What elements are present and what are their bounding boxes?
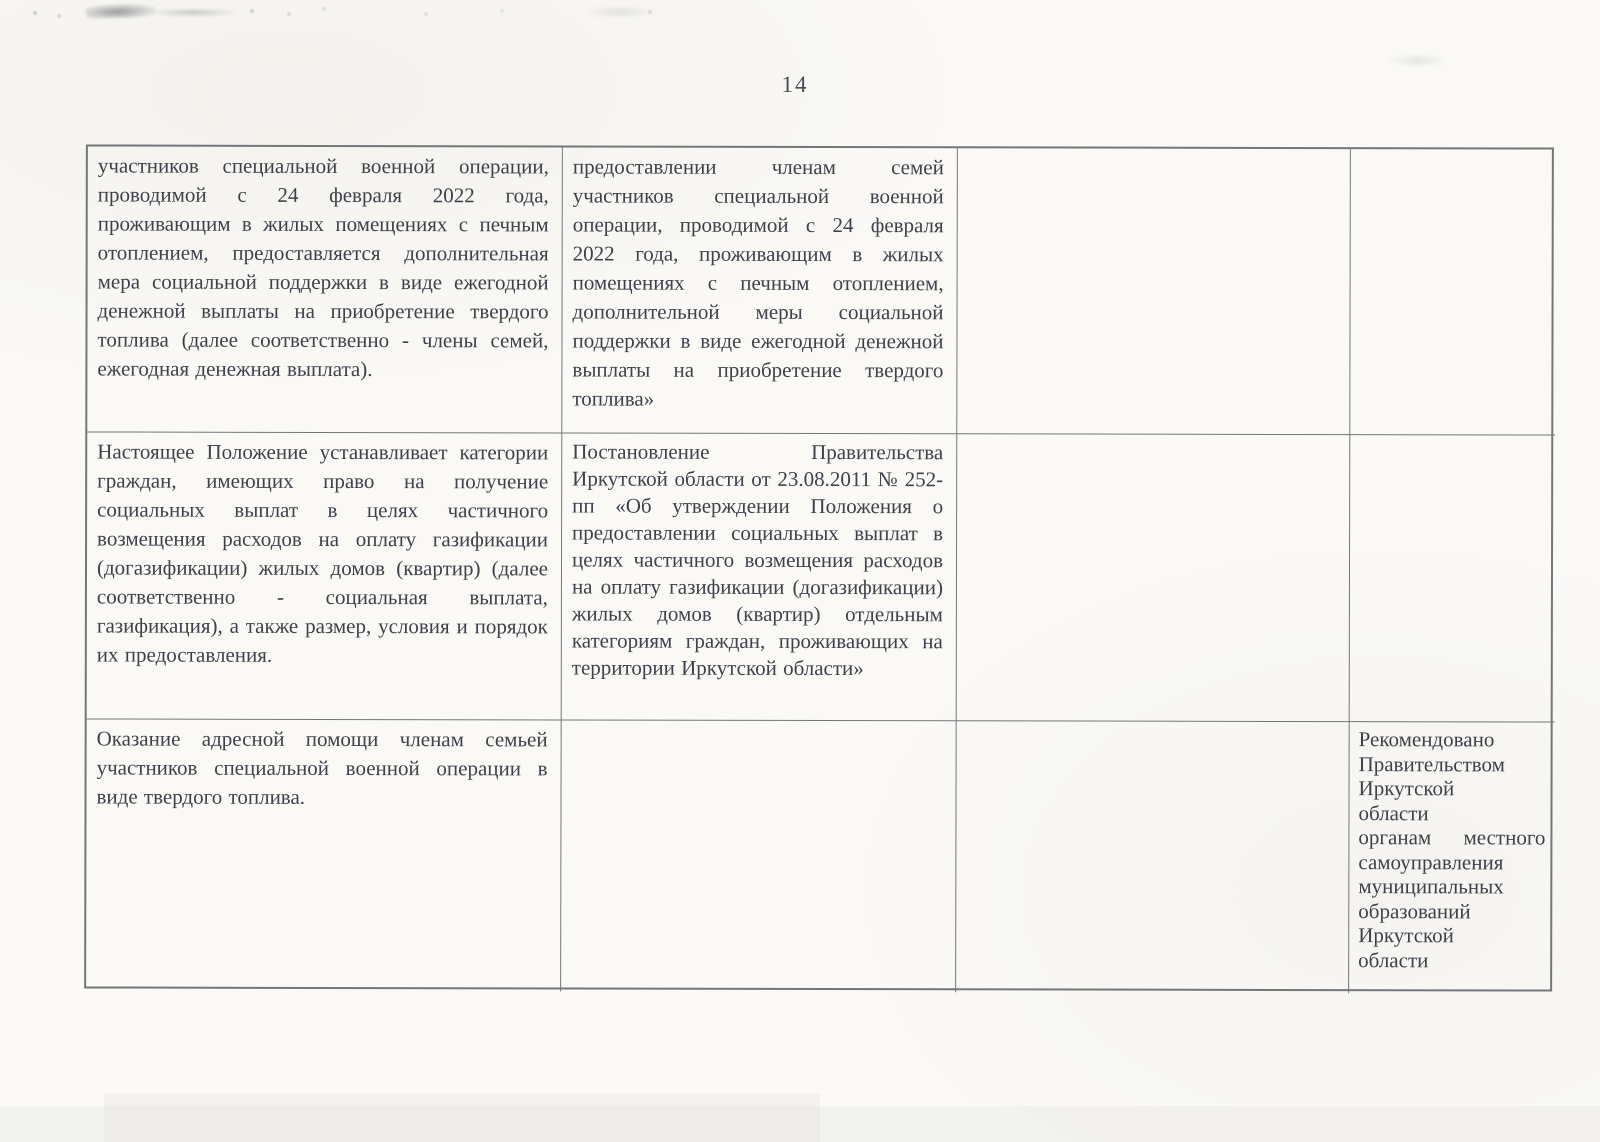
document-table xyxy=(84,144,1554,991)
table-cell-r3c2 xyxy=(561,720,957,992)
table-cell-r3c3 xyxy=(956,721,1350,993)
scan-speck xyxy=(648,10,652,14)
scan-smudge xyxy=(86,3,156,19)
scan-smudge xyxy=(1388,54,1446,67)
scan-shading-band xyxy=(104,1094,820,1142)
page-number: 14 xyxy=(781,72,809,97)
table-cell-r2c1: Настоящее Положение устанавливает категории граждан, имеющих право на получение социальных выплат в целях частичного возмещения расходов на оплату газификации (догазификации) жилых домов (квартир) (далее соответственно - социальная выплата, газификация), а также размер, условия и порядок их предоставления. xyxy=(87,432,563,720)
scan-smudge xyxy=(150,8,236,17)
scan-speck xyxy=(424,12,428,16)
scan-speck xyxy=(57,14,61,18)
scan-speck xyxy=(500,9,504,13)
table-cell-r1c3 xyxy=(957,148,1351,435)
table-cell-r1c1: участников специальной военной операции, проводимой с 24 февраля 2022 года, проживающим в жилых помещениях с печным отоплением, предоставляется дополнительная мера социальной поддержки в виде ежегодной денежной выплаты на приобретение твердого топлива (далее соответственно - члены семей, ежегодная денежная выплата). xyxy=(87,146,563,433)
scan-speck xyxy=(287,12,291,16)
scan-speck xyxy=(33,11,37,15)
scan-speck xyxy=(250,9,254,13)
table-cell-r2c2: Постановление Правительства Иркутской области от 23.08.2011 № 252-пп «Об утверждении Положения о предоставлении социальных выплат в целях частичного возмещения расходов на оплату газификации (догазификации) жилых домов (квартир) отдельным категориям граждан, проживающих на территории Иркутской области» xyxy=(562,433,958,721)
scan-speck xyxy=(322,7,326,11)
table-cell-r2c4 xyxy=(1350,435,1556,722)
table-cell-r1c2: предоставлении членам семей участников специальной военной операции, проводимой с 24 февраля 2022 года, проживающим в жилых помещениях с печным отоплением, дополнительной меры социальной поддержки в виде ежегодной денежной выплаты на приобретение твердого топлива» xyxy=(562,147,958,434)
table-cell-r3c1: Оказание адресной помощи членам семьей участников специальной военной операции в виде твердого топлива. xyxy=(86,719,562,991)
scan-smudge xyxy=(585,6,655,18)
scan-shading-band xyxy=(0,1106,1600,1142)
table-cell-r2c3 xyxy=(957,434,1351,722)
table-cell-r1c4 xyxy=(1350,149,1556,435)
table-cell-r3c4: Рекомендовано Правительством Иркутской области органам местного самоуправления муниципальных образований Иркутской области xyxy=(1358,727,1546,972)
